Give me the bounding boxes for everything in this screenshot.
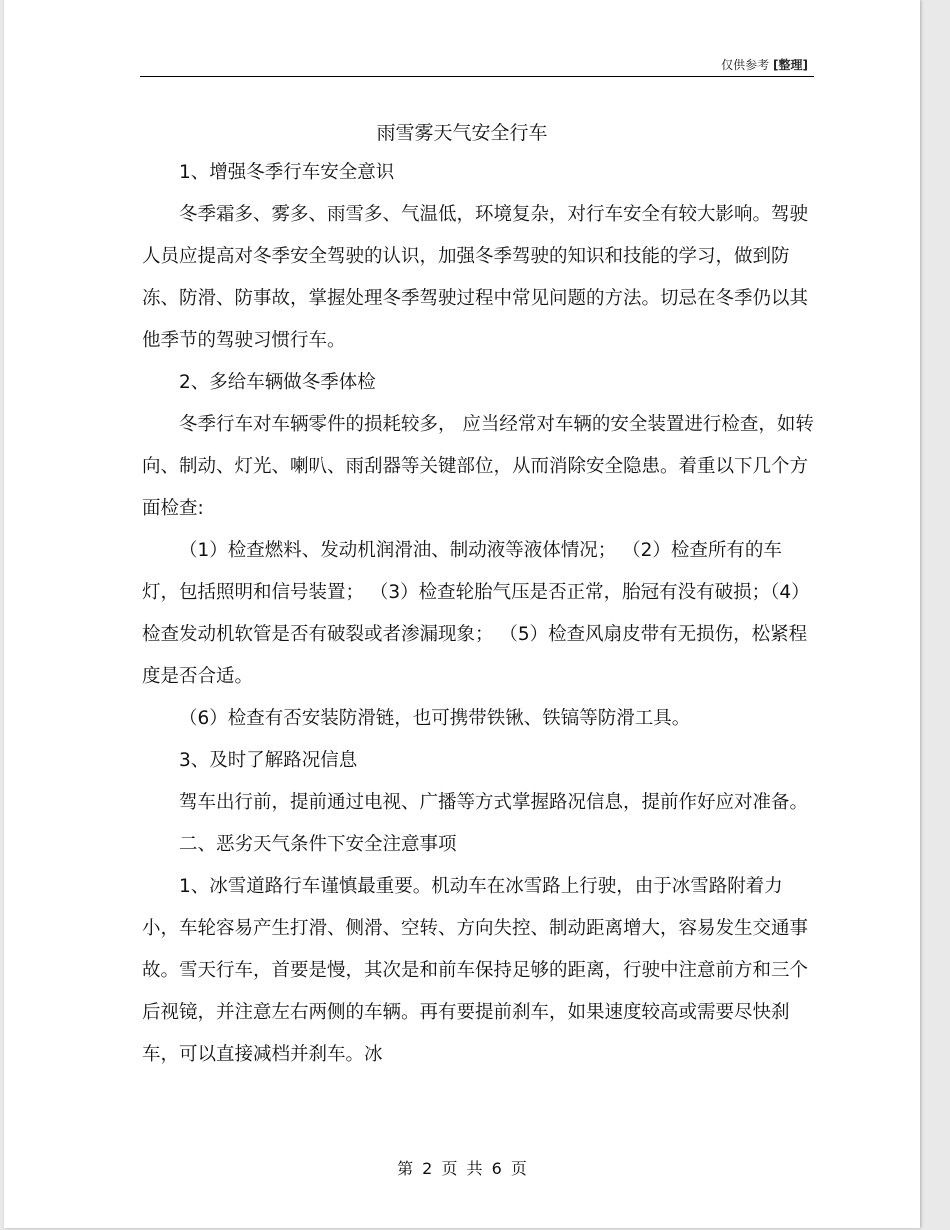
document-body <box>142 152 818 1076</box>
paragraph: 冬季行车对车辆零件的损耗较多， 应当经常对车辆的安全装置进行检查，如转向、制动、灯光、喇叭、雨刮器等关键部位，从而消除安全隐患。着重以下几个方面检查: <box>142 414 814 519</box>
paragraph: 冬季霜多、雾多、雨雪多、气温低，环境复杂，对行车安全有较大影响。驾驶人员应提高对冬季安全驾驶的认识，加强冬季驾驶的知识和技能的学习，做到防冻、防滑、防事故，掌握处理冬季驾驶过程中常见问题的方法。切忌在冬季仍以其他季节的驾驶习惯行车。 <box>142 204 809 351</box>
page-header <box>721 56 808 73</box>
document-page <box>4 0 920 1228</box>
paragraph: 1、冰雪道路行车谨慎最重要。机动车在冰雪路上行驶，由于冰雪路附着力小，车轮容易产生打滑、侧滑、空转、方向失控、制动距离增大，容易发生交通事故。雪天行车，首要是慢，其次是和前车保持足够的距离，行驶中注意前方和三个后视镜，并注意左右两侧的车辆。再有要提前刹车，如果速度较高或需要尽快刹车，可以直接减档并刹车。冰 <box>142 876 809 1065</box>
section-heading: 3、及时了解路况信息 <box>179 750 358 771</box>
header-note: 仅供参考 <box>721 58 770 72</box>
header-rule <box>140 76 814 77</box>
section-heading: 2、多给车辆做冬季体检 <box>179 372 376 393</box>
section-heading: 二、恶劣天气条件下安全注意事项 <box>179 834 457 855</box>
paragraph: （6）检查有否安装防滑链，也可携带铁锹、铁镐等防滑工具。 <box>179 708 691 729</box>
document-title: 雨雪雾天气安全行车 <box>376 122 548 144</box>
page-number: 第 2 页 共 6 页 <box>397 1159 527 1178</box>
header-tag: [整理] <box>773 58 808 72</box>
section-heading: 1、增强冬季行车安全意识 <box>179 162 395 183</box>
paragraph: （1）检查燃料、发动机润滑油、制动液等液体情况； （2）检查所有的车灯，包括照明和信号装置； （3）检查轮胎气压是否正常，胎冠有没有破损；（4）检查发动机软管是否有破裂或者渗漏现象； （5）检查风扇皮带有无损伤，松紧程度是否合适。 <box>142 540 810 687</box>
paragraph: 驾车出行前，提前通过电视、广播等方式掌握路况信息，提前作好应对准备。 <box>179 792 809 813</box>
